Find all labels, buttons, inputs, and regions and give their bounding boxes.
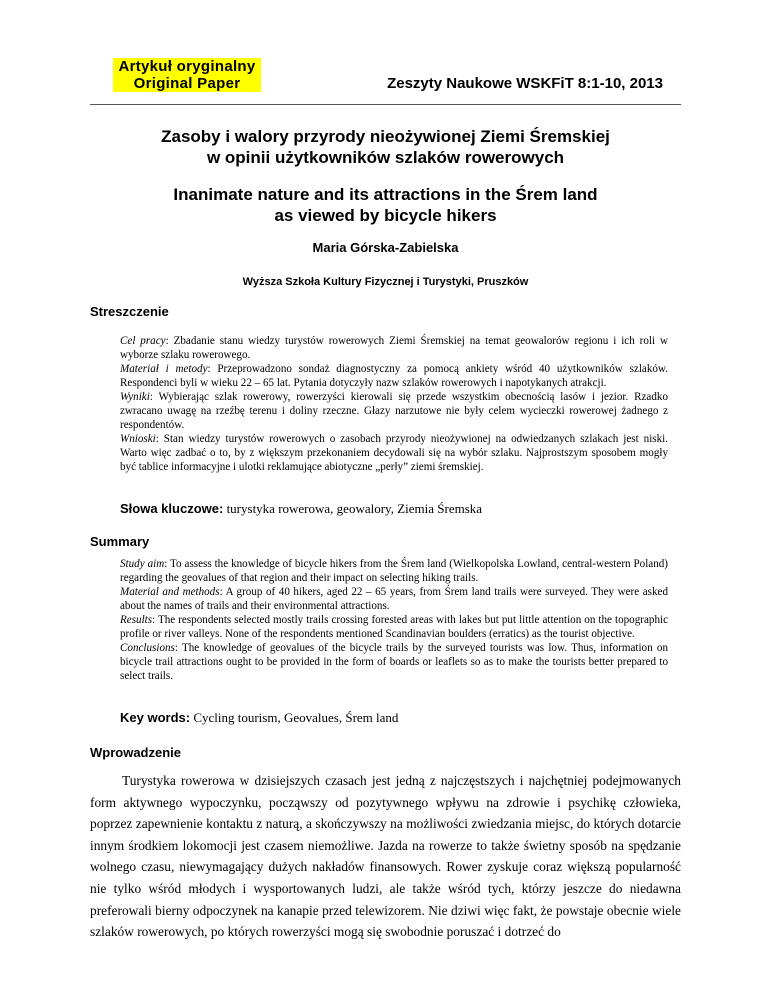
- abstract-paragraph: [120, 362, 668, 390]
- abstract-text: : Wybierając szlak rowerowy, rowerzyści kierowali się przede wszystkim obecnością lasów i jezior. Rzadko zwracano uwagę na rzeźbę terenu i doliny rzeczne. Głazy narzutowe nie były celem wycieczki rowerowej żadnego z respondentów.: [120, 391, 668, 431]
- title-polish-line1: Zasoby i walory przyrody nieożywionej Ziemi Śremskiej: [161, 127, 610, 146]
- abstract-text: : A group of 40 hikers, aged 22 – 65 years, from Śrem land trails were surveyed. They were asked about the names of trails and their environmental attractions.: [120, 586, 668, 612]
- author-name: Maria Górska-Zabielska: [312, 240, 459, 255]
- summary-heading: Summary: [90, 534, 150, 549]
- abstract-label: Materiał i metody: [120, 363, 208, 375]
- abstract-text: : To assess the knowledge of bicycle hikers from the Śrem land (Wielkopolska Lowland, central-western Poland) regarding the geovalues of that region and their impact on selecting hiking trails.: [120, 558, 669, 584]
- title-english: [90, 184, 681, 226]
- abstract-paragraph: [120, 557, 668, 585]
- summary-body: [120, 557, 668, 683]
- title-english-line2: as viewed by bicycle hikers: [274, 206, 497, 225]
- intro-body: [90, 770, 681, 943]
- abstract-text: : The respondents selected mostly trails crossing forested areas with lakes but put little attention on the topographic profile or river valleys. None of the respondents mentioned Scandinavian boulders (erratics) as the tourist objective.: [120, 614, 668, 640]
- slowa-kluczowe: [120, 501, 680, 517]
- abstract-label: Results: [120, 614, 153, 626]
- abstract-label: Cel pracy: [120, 335, 166, 347]
- abstract-label: Wyniki: [120, 391, 150, 403]
- abstract-paragraph: [120, 334, 668, 362]
- title-polish: [90, 126, 681, 168]
- abstract-label: Wnioski: [120, 433, 156, 445]
- abstract-text: : The knowledge of geovalues of the bicycle trails by the surveyed tourists was low. Thus, information on bicycle trail attractions ought to be provided in the form of boards or leaflets so as to make the tourists better prepared to select trails.: [120, 642, 668, 682]
- badge-line-pl: Artykuł oryginalny: [113, 58, 261, 75]
- abstract-label: Conclusions: [120, 642, 175, 654]
- keywords-label: Key words:: [120, 710, 191, 725]
- key-words: [120, 710, 680, 726]
- title-english-line1: Inanimate nature and its attractions in the Śrem land: [173, 185, 598, 204]
- abstract-paragraph: [120, 641, 668, 683]
- abstract-label: Material and methods: [120, 586, 220, 598]
- streszczenie-heading: Streszczenie: [90, 304, 169, 319]
- article-type-badge: [113, 58, 261, 92]
- badge-line-en: Original Paper: [113, 75, 261, 92]
- intro-paragraph: Turystyka rowerowa w dzisiejszych czasach jest jedną z najczęstszych i najchętniej podejmowanych form aktywnego wypoczynku, począwszy od pozytywnego wpływu na zdrowie i psychikę człowieka, poprzez zapewnienie kontaktu z naturą, a skończywszy na możliwości zwiedzania miejsc, do których dotarcie innym środkiem lokomocji jest czasem niemożliwe. Jazda na rowerze to także świetny sposób na spędzanie wolnego czasu, niewymagający dużych nakładów finansowych. Rower zyskuje coraz większą popularność nie tylko wśród młodych i wysportowanych ludzi, ale także wśród tych, którzy jeszcze do niedawna preferowali bierny odpoczynek na kanapie przed telewizorem. Nie dziwi więc fakt, że powstaje obecnie wiele szlaków rowerowych, po których rowerzyści mogą się swobodnie poruszać i dotrzeć do: [90, 773, 681, 940]
- abstract-text: : Przeprowadzono sondaż diagnostyczny za pomocą ankiety wśród 40 użytkowników szlaków. Respondenci byli w wieku 22 – 65 lat. Pytania dotyczyły nazw szlaków rowerowych i napotykanych atrakcji.: [120, 363, 668, 389]
- keywords-text: Cycling tourism, Geovalues, Śrem land: [190, 710, 399, 725]
- abstract-label: Study aim: [120, 558, 165, 570]
- keywords-text: turystyka rowerowa, geowalory, Ziemia Śremska: [223, 501, 483, 516]
- author-affiliation: Wyższa Szkoła Kultury Fizycznej i Turystyki, Pruszków: [242, 276, 529, 288]
- journal-citation: Zeszyty Naukowe WSKFiT 8:1-10, 2013: [387, 75, 663, 92]
- keywords-label: Słowa kluczowe:: [120, 501, 224, 516]
- abstract-text: : Zbadanie stanu wiedzy turystów rowerowych Ziemi Śremskiej na temat geowalorów regionu i ich roli w wyborze szlaku rowerowego.: [120, 335, 668, 361]
- wprowadzenie-heading: Wprowadzenie: [90, 745, 182, 760]
- abstract-paragraph: [120, 432, 668, 474]
- title-polish-line2: w opinii użytkowników szlaków rowerowych: [206, 148, 565, 167]
- abstract-text: : Stan wiedzy turystów rowerowych o zasobach przyrody nieożywionej na odwiedzanych szlakach jest niski. Warto więc zadbać o to, by z większym przekonaniem decydowali się na wybór szlaku. Najprostszym sposobem mogły być tablice informacyjne i ulotki reklamujące abiotyczne „perły” ziemi śremskiej.: [120, 433, 668, 473]
- streszczenie-body: [120, 334, 668, 474]
- header-divider: [90, 104, 681, 105]
- abstract-paragraph: [120, 390, 668, 432]
- abstract-paragraph: [120, 613, 668, 641]
- abstract-paragraph: [120, 585, 668, 613]
